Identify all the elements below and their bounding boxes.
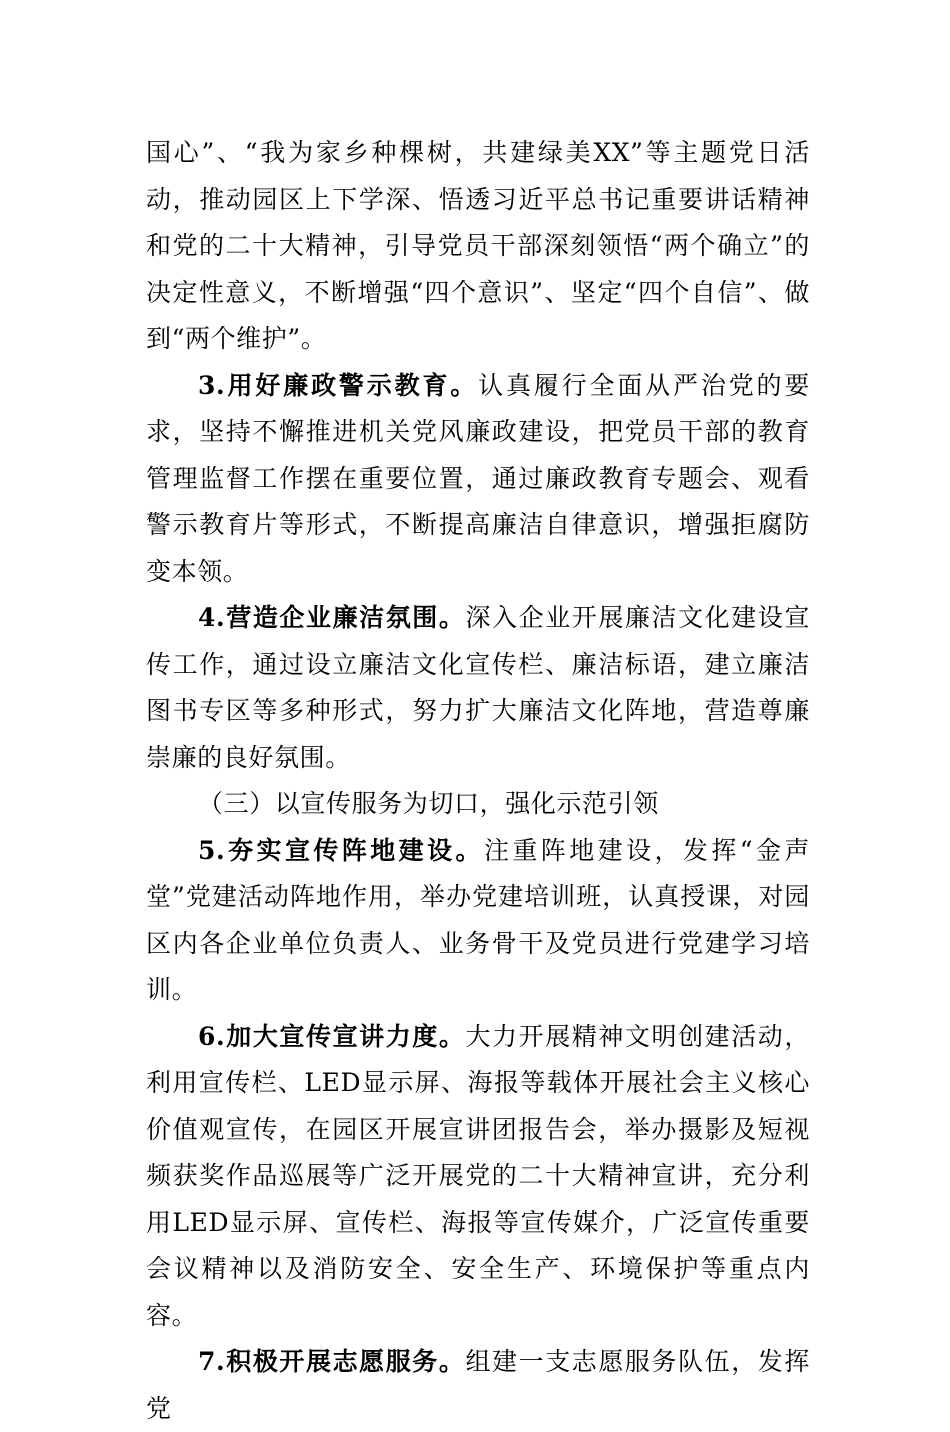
paragraph-item-6: [146, 1014, 810, 1340]
paragraph-text: 国心”、“我为家乡种棵树，共建绿美XX”等主题党日活动，推动园区上下学深、悟透习近平总书记重要讲话精神和党的二十大精神，引导党员干部深刻领悟“两个确立”的决定性意义，不断增强“四个意识”、坚定“四个自信”、做到“两个维护”。: [146, 138, 810, 353]
paragraph-text: 认真履行全面从严治党的要求，坚持不懈推进机关党风廉政建设，把党员干部的教育管理监督工作摆在重要位置，通过廉政教育专题会、观看警示教育片等形式，不断提高廉洁自律意识，增强拒腐防变本领。: [146, 370, 810, 586]
paragraph-continuation: [146, 130, 810, 363]
paragraph-item-4: [146, 595, 810, 781]
paragraph-item-5: [146, 828, 810, 1014]
paragraph-text: 组建一支志愿服务队伍，发挥党: [146, 1347, 810, 1423]
paragraph-text: 注重阵地建设，发挥“金声堂”党建活动阵地作用，举办党建培训班，认真授课，对园区内各企业单位负责人、业务骨干及党员进行党建学习培训。: [146, 835, 811, 1004]
paragraph-item-3: [146, 363, 810, 596]
section-heading: （三）以宣传服务为切口，强化示范引领: [198, 789, 659, 818]
document-body: [146, 130, 810, 1432]
paragraph-text: 大力开展精神文明创建活动，利用宣传栏、LED显示屏、海报等载体开展社会主义核心价值观宣传，在园区开展宣讲团报告会，举办摄影及短视频获奖作品巡展等广泛开展党的二十大精神宣讲，充分利用LED显示屏、宣传栏、海报等宣传媒介，广泛宣传重要会议精神以及消防安全、安全生产、环境保护等重点内容。: [146, 1021, 810, 1330]
item-heading: 3.用好廉政警示教育。: [198, 370, 479, 400]
paragraph-item-7: [146, 1339, 810, 1432]
item-heading: 6.加大宣传宣讲力度。: [198, 1021, 466, 1051]
paragraph-text: 深入企业开展廉洁文化建设宣传工作，通过设立廉洁文化宣传栏、廉洁标语，建立廉洁图书专区等多种形式，努力扩大廉洁文化阵地，营造尊廉崇廉的良好氛围。: [146, 603, 810, 772]
item-heading: 5.夯实宣传阵地建设。: [198, 835, 484, 865]
item-heading: 7.积极开展志愿服务。: [198, 1347, 466, 1376]
item-heading: 4.营造企业廉洁氛围。: [198, 603, 466, 632]
